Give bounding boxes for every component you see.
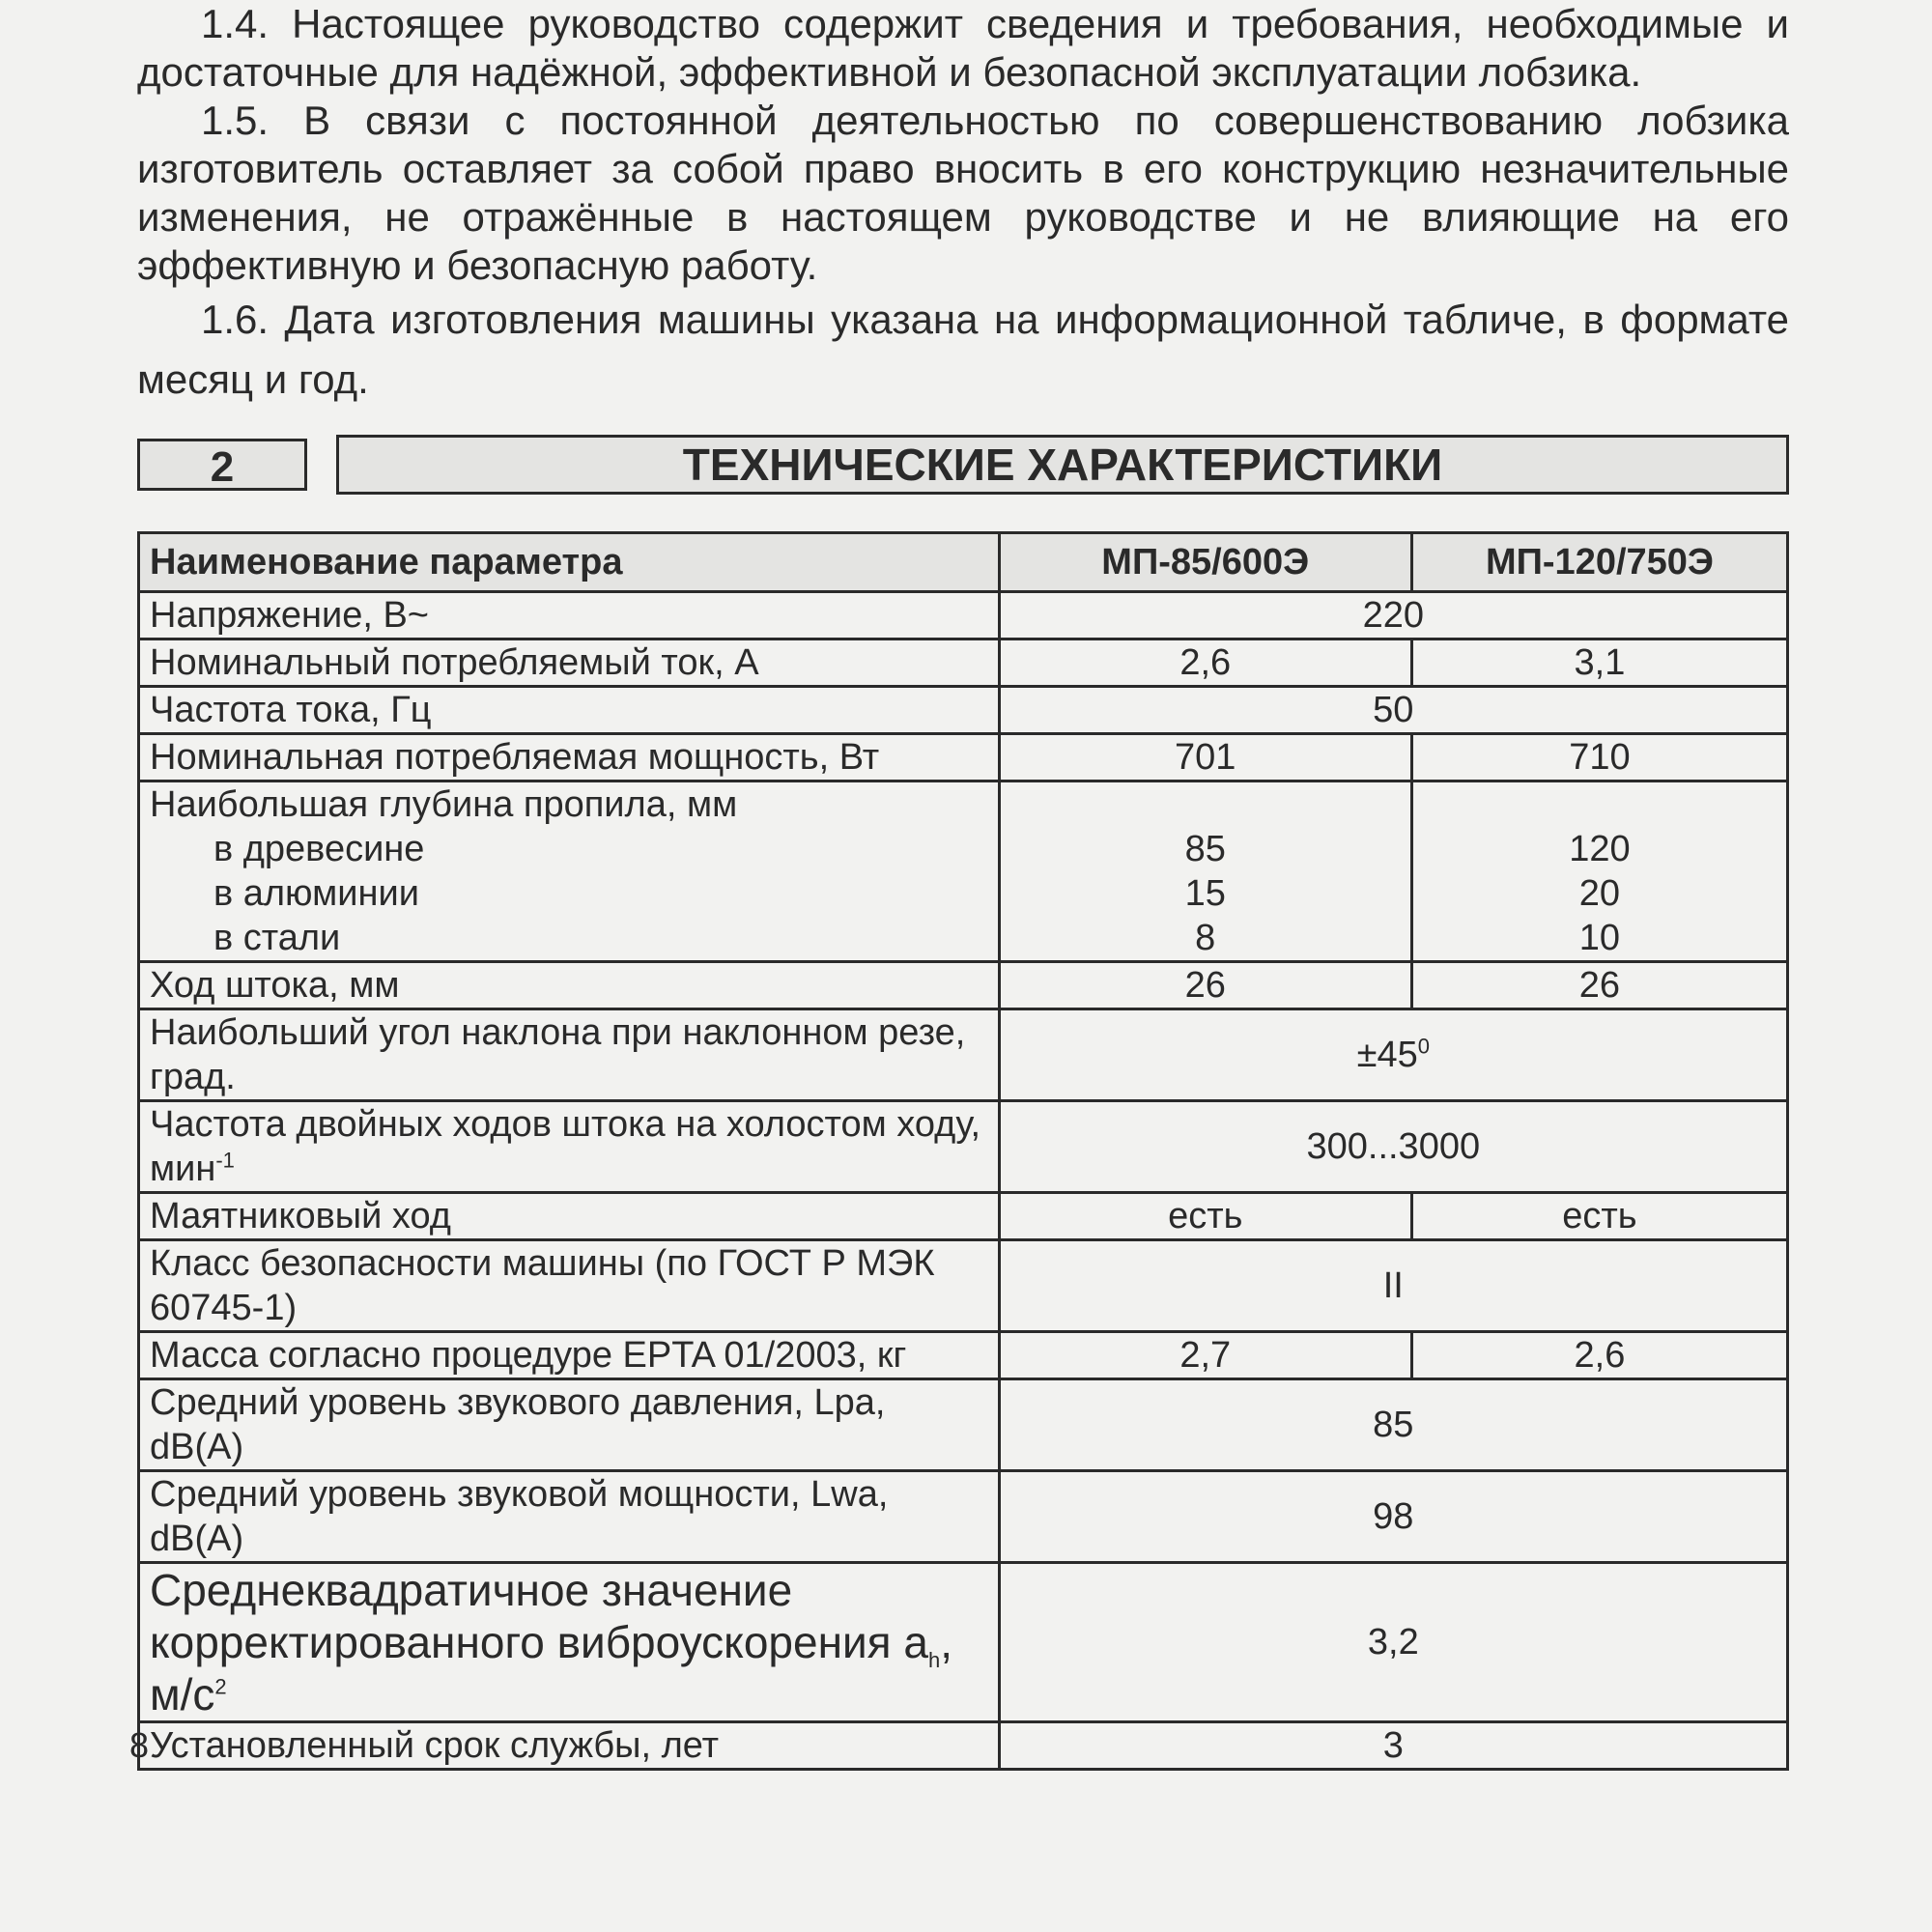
row-label [139,781,1000,962]
row-value: 98 [999,1471,1787,1563]
vibration-sup: 2 [214,1674,227,1699]
tilt-value: ±45 [1356,1035,1418,1075]
depth-label: Наибольшая глубина пропила, мм [150,784,738,825]
row-label: Частота тока, Гц [139,687,1000,734]
header-model-1: МП-85/600Э [999,533,1411,592]
row-value: 3,2 [999,1563,1787,1722]
row-label: Маятниковый ход [139,1193,1000,1240]
row-label: Наибольший угол наклона при наклонном резе, град. [139,1009,1000,1101]
row-value-m1 [999,781,1411,962]
row-value: 300...3000 [999,1101,1787,1193]
row-label [139,1563,1000,1722]
table-row [139,1009,1788,1101]
paragraph-1-6: 1.6. Дата изготовления машины указана на информационной табличе, в формате месяц и год. [137,297,1789,402]
table-row [139,592,1788,639]
row-value: 220 [999,592,1787,639]
page-number: 8 [129,1725,150,1765]
table-row [139,1193,1788,1240]
table-header-row [139,533,1788,592]
table-row [139,1563,1788,1722]
depth-aluminium-label: в алюминии [213,873,419,914]
row-value: 50 [999,687,1787,734]
row-label: Установленный срок службы, лет [139,1722,1000,1770]
row-label: Средний уровень звуковой мощности, Lwa, dB(A) [139,1471,1000,1563]
section-heading [137,435,1789,493]
table-row [139,639,1788,687]
table-row [139,1379,1788,1471]
depth-steel-m2: 10 [1578,918,1621,958]
row-value-m1: 2,7 [999,1332,1411,1379]
row-value-m2: есть [1411,1193,1787,1240]
depth-wood-label: в древесине [213,829,425,869]
row-value [999,1009,1787,1101]
row-value-m2: 710 [1411,734,1787,781]
table-row [139,1471,1788,1563]
tilt-degree: 0 [1417,1034,1430,1059]
row-label: Напряжение, В~ [139,592,1000,639]
table-row [139,687,1788,734]
row-label [139,1101,1000,1193]
depth-aluminium-m2: 20 [1578,873,1621,914]
table-row [139,1722,1788,1770]
header-model-2: МП-120/750Э [1411,533,1787,592]
row-label: Масса согласно процедуре EPTA 01/2003, кг [139,1332,1000,1379]
row-value-m2: 2,6 [1411,1332,1787,1379]
row-label: Ход штока, мм [139,962,1000,1009]
table-row [139,962,1788,1009]
vibration-label: Среднеквадратичное значение корректированного виброускорения a [150,1565,928,1667]
row-label: Номинальная потребляемая мощность, Вт [139,734,1000,781]
table-row [139,1332,1788,1379]
depth-steel-m1: 8 [1195,918,1216,958]
row-value-m2 [1411,781,1787,962]
row-value: 85 [999,1379,1787,1471]
section-title: ТЕХНИЧЕСКИЕ ХАРАКТЕРИСТИКИ [336,435,1789,495]
paragraph-1-4: 1.4. Настоящее руководство содержит сведения и требования, необходимые и достаточные для надёжной, эффективной и безопасной эксплуатации лобзика. [137,1,1789,95]
intro-text [137,0,1789,410]
table-row [139,1101,1788,1193]
stroke-rate-label: Частота двойных ходов штока на холостом ходу, мин [150,1104,981,1189]
row-value-m2: 26 [1411,962,1787,1009]
section-number: 2 [137,439,307,491]
row-label: Средний уровень звукового давления, Lpa, dB(A) [139,1379,1000,1471]
row-value-m1: 701 [999,734,1411,781]
vibration-sub: h [927,1648,941,1673]
spec-table [137,531,1789,1771]
row-value: 3 [999,1722,1787,1770]
row-value-m2: 3,1 [1411,639,1787,687]
depth-aluminium-m1: 15 [1184,873,1226,914]
depth-steel-label: в стали [213,918,341,958]
row-value-m1: 26 [999,962,1411,1009]
depth-wood-m2: 120 [1569,829,1631,869]
paragraph-1-5: 1.5. В связи с постоянной деятельностью по совершенствованию лобзика изготовитель оставляет за собой право вносить в его конструкцию незначительные изменения, не отражённые в настоящем руководстве и не влияющие на его эффективную и безопасную работу. [137,98,1789,288]
row-value-m1: 2,6 [999,639,1411,687]
row-value-m1: есть [999,1193,1411,1240]
stroke-rate-unit-sup: -1 [215,1148,235,1173]
vibration-unit: , м/с [150,1617,952,1719]
row-label: Класс безопасности машины (по ГОСТ Р МЭК 60745-1) [139,1240,1000,1332]
table-row [139,781,1788,962]
table-row [139,1240,1788,1332]
row-value: II [999,1240,1787,1332]
header-param: Наименование параметра [139,533,1000,592]
row-label: Номинальный потребляемый ток, А [139,639,1000,687]
table-row [139,734,1788,781]
depth-wood-m1: 85 [1184,829,1226,869]
